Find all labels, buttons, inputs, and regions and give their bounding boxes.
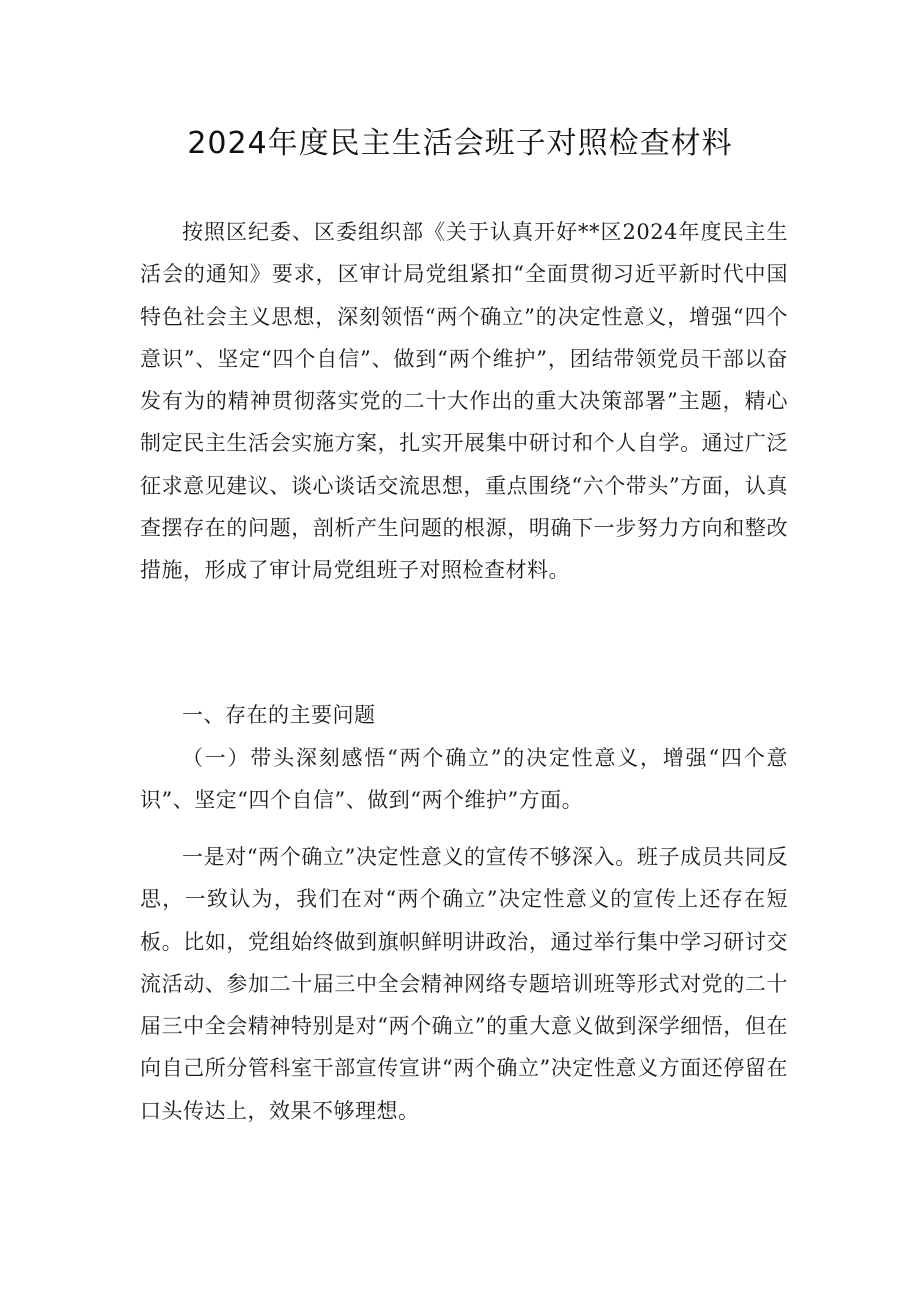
point-paragraph-1: 一是对“两个确立”决定性意义的宣传不够深入。班子成员共同反思，一致认为，我们在对“两个确立”决定性意义的宣传上还存在短板。比如，党组始终做到旗帜鲜明讲政治，通过举行集中学习研讨交流活动、参加二十届三中全会精神网络专题培训班等形式对党的二十届三中全会精神特别是对“两个确立”的重大意义做到深学细悟，但在向自己所分管科室干部宣传宣讲“两个确立”决定性意义方面还停留在口头传达上，效果不够理想。 bbox=[140, 845, 788, 1123]
intro-paragraph: 按照区纪委、区委组织部《关于认真开好**区2024年度民主生活会的通知》要求，区审计局党组紧扣“全面贯彻习近平新时代中国特色社会主义思想，深刻领悟“两个确立”的决定性意义，增强“四个意识”、坚定“四个自信”、做到“两个维护”，团结带领党员干部以奋发有为的精神贯彻落实党的二十大作出的重大决策部署”主题，精心制定民主生活会实施方案，扎实开展集中研讨和个人自学。通过广泛征求意见建议、谈心谈话交流思想，重点围绕“六个带头”方面，认真查摆存在的问题，剖析产生问题的根源，明确下一步努力方向和整改措施，形成了审计局党组班子对照检查材料。 bbox=[140, 220, 788, 583]
subsection-heading-1: （一）带头深刻感悟“两个确立”的决定性意义，增强“四个意识”、坚定“四个自信”、做到“两个维护”方面。 bbox=[140, 746, 788, 813]
section-heading-1: 一、存在的主要问题 bbox=[182, 703, 376, 727]
document-title: 2024年度民主生活会班子对照检查材料 bbox=[187, 126, 733, 161]
